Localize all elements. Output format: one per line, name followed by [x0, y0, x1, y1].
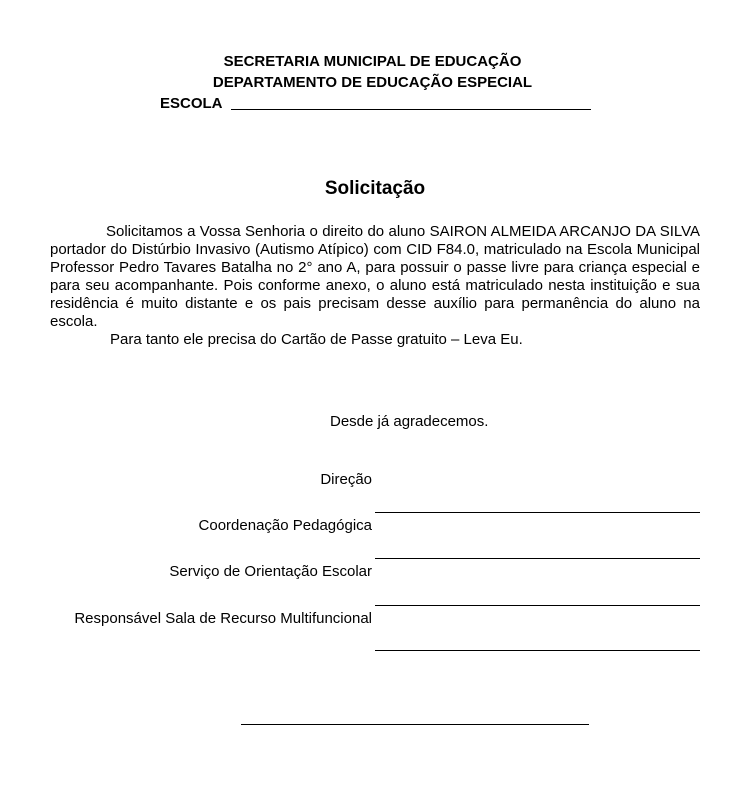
signature-line-coordenacao: [375, 558, 700, 559]
signature-line-sala-recurso: [375, 650, 700, 651]
document-title: Solicitação: [324, 178, 426, 199]
signature-label-direcao: Direção: [320, 471, 372, 488]
signature-label-sala-recurso: Responsável Sala de Recurso Multifuncional: [74, 610, 372, 627]
school-name-line: [231, 109, 591, 110]
signature-label-coordenacao: Coordenação Pedagógica: [198, 517, 372, 534]
header-secretaria: SECRETARIA MUNICIPAL DE EDUCAÇÃO: [223, 53, 522, 70]
signature-line-direcao: [375, 512, 700, 513]
signature-label-orientacao: Serviço de Orientação Escolar: [169, 563, 372, 580]
signature-line-orientacao: [375, 605, 700, 606]
final-signature-line: [241, 724, 589, 725]
request-paragraph-2: Para tanto ele precisa do Cartão de Passe gratuito – Leva Eu.: [110, 331, 523, 348]
closing-text: Desde já agradecemos.: [330, 413, 489, 430]
school-label: ESCOLA: [160, 95, 223, 112]
request-paragraph-1: Solicitamos a Vossa Senhoria o direito do aluno SAIRON ALMEIDA ARCANJO DA SILVA portador do Distúrbio Invasivo (Autismo Atípico) com CID F84.0, matriculado na Escola Municipal Professor Pedro Tavares Batalha no 2° ano A, para possuir o passe livre para criança especial e para seu acompanhante. Pois conforme anexo, o aluno está matriculado nesta instituição e sua residência é muito distante e os pais precisam desse auxílio para permanência do aluno na escola.: [50, 223, 700, 330]
header-departamento: DEPARTAMENTO DE EDUCAÇÃO ESPECIAL: [212, 74, 533, 91]
request-body: [50, 223, 700, 349]
